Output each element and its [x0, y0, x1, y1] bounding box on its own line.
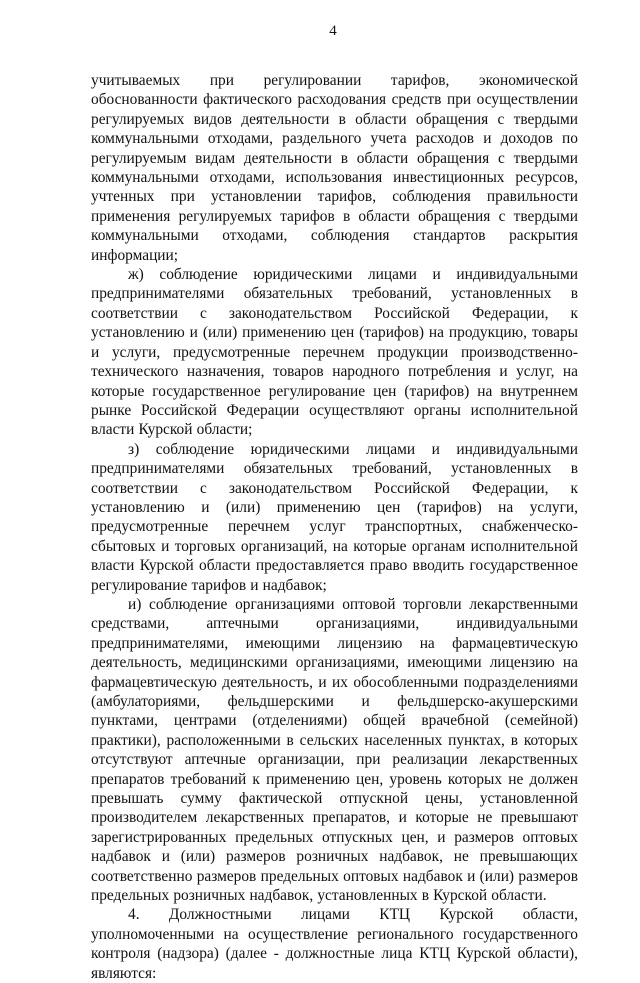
paragraph-item-z: з) соблюдение юридическими лицами и индивидуальными предпринимателями обязательных требований, установленных в соответствии с законодательством Российской Федерации, к установлению и (или) применению цен (тарифов) на услуги, предусмотренные перечнем услуг транспортных, снабженческо-сбытовых и торговых организаций, на которые органам исполнительной власти Курской области предоставляется право вводить государственное регулирование тарифов и надбавок; — [91, 440, 578, 594]
document-body — [91, 71, 578, 983]
paragraph-item-zh: ж) соблюдение юридическими лицами и индивидуальными предпринимателями обязательных требований, установленных в соответствии с законодательством Российской Федерации, к установлению и (или) применению цен (тарифов) на продукцию, товары и услуги, предусмотренные перечнем продукции производственно-технического назначения, товаров народного потребления и услуг, на которые государственное регулирование цен (тарифов) на внутреннем рынке Российской Федерации осуществляют органы исполнительной власти Курской области; — [91, 266, 578, 439]
paragraph-continuation: учитываемых при регулировании тарифов, экономической обоснованности фактического расходования средств при осуществлении регулируемых видов деятельности в области обращения с твердыми коммунальными отходами, раздельного учета расходов и доходов по регулируемым видам деятельности в области обращения с твердыми коммунальными отходами, использования инвестиционных ресурсов, учтенных при установлении тарифов, соблюдения правильности применения регулируемых тарифов в области обращения с твердыми коммунальными отходами, соблюдения стандартов раскрытия информации; — [91, 72, 578, 264]
page-number: 4 — [329, 23, 337, 39]
paragraph-section-4: 4. Должностными лицами КТЦ Курской области, уполномоченными на осуществление регионального государственного контроля (надзора) (далее - должностные лица КТЦ Курской области), являются: — [91, 906, 578, 982]
paragraph-item-i: и) соблюдение организациями оптовой торговли лекарственными средствами, аптечными организациями, индивидуальными предпринимателями, имеющими лицензию на фармацевтическую деятельность, медицинскими организациями, имеющими лицензию на фармацевтическую деятельность, и их обособленными подразделениями (амбулаториями, фельдшерскими и фельдшерско-акушерскими пунктами, центрами (отделениями) общей врачебной (семейной) практики), расположенными в сельских населенных пунктах, в которых отсутствуют аптечные организации, при реализации лекарственных препаратов требований к применению цен, уровень которых не должен превышать сумму фактической отпускной цены, установленной производителем лекарственных препаратов, и которые не превышают зарегистрированных предельных отпускных цен, и размеров оптовых надбавок и (или) размеров розничных надбавок, не превышающих соответственно размеров предельных оптовых надбавок и (или) размеров предельных розничных надбавок, установленных в Курской области. — [91, 595, 578, 905]
